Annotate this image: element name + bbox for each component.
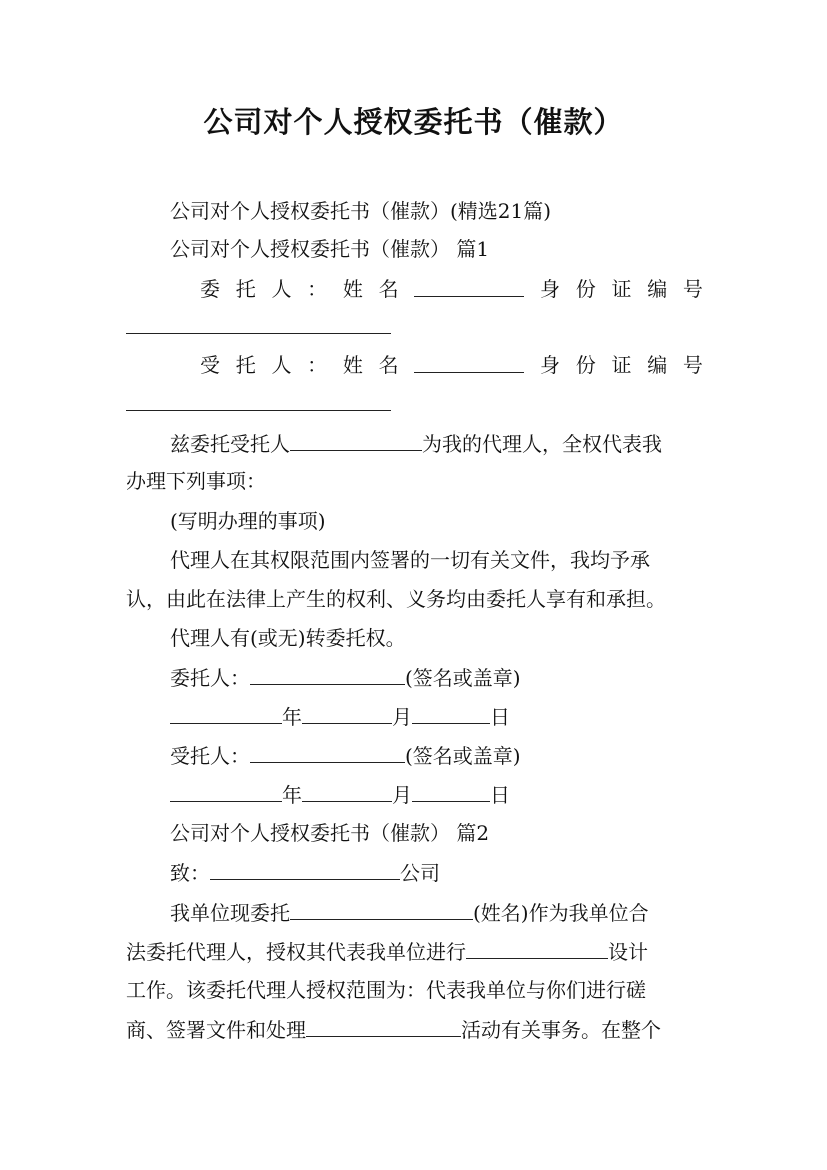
para2: (写明办理的事项) [170, 509, 326, 533]
day-label: 日 [490, 783, 510, 807]
section2-heading: 公司对个人授权委托书（催款） 篇2 [170, 821, 490, 845]
id-char: 编 [647, 277, 668, 301]
year-blank[interactable] [170, 775, 282, 802]
principal-signature-blank[interactable] [250, 658, 405, 685]
p2-line4 [126, 1010, 703, 1049]
day-blank[interactable] [412, 697, 490, 724]
company-label: 公司 [400, 861, 440, 885]
principal-id-blank[interactable] [126, 333, 391, 334]
year-label: 年 [282, 783, 302, 807]
agent-char: ： [307, 353, 328, 377]
principal-char: ： [307, 277, 328, 301]
principal-char: 姓 [342, 277, 363, 301]
principal-label: 委托人： [170, 666, 250, 690]
id-char: 编 [647, 353, 668, 377]
company-blank[interactable] [210, 853, 400, 880]
intro-line: 公司对个人授权委托书（催款）(精选21篇) [170, 199, 552, 223]
para1-line1 [170, 424, 703, 463]
month-blank[interactable] [302, 697, 392, 724]
id-char: 份 [575, 277, 596, 301]
p2-text-d1: 商、签署文件和处理 [126, 1018, 306, 1042]
month-blank[interactable] [302, 775, 392, 802]
month-label: 月 [392, 783, 412, 807]
agent-char: 人 [271, 353, 292, 377]
principal-char: 委 [200, 277, 220, 301]
para3-line1: 代理人在其权限范围内签署的一切有关文件，我均予承 [170, 548, 650, 572]
project-blank[interactable] [466, 932, 608, 959]
agent-id-blank[interactable] [126, 410, 391, 411]
agent-char: 托 [235, 353, 256, 377]
day-blank[interactable] [412, 775, 490, 802]
p2-line3: 工作。该委托代理人授权范围为：代表我单位与你们进行磋 [126, 978, 646, 1002]
agent-date-line [170, 775, 703, 814]
principal-char: 人 [271, 277, 292, 301]
principal-char: 托 [235, 277, 256, 301]
id-char: 身 [540, 277, 561, 301]
activity-blank[interactable] [306, 1010, 461, 1037]
id-char: 证 [611, 277, 632, 301]
p2-text-b2: 设计 [608, 940, 648, 964]
p2-text-b1: 法委托代理人，授权其代表我单位进行 [126, 940, 466, 964]
p2-line1 [170, 893, 703, 932]
agent-char: 姓 [342, 353, 363, 377]
p2-text-a2: (姓名)作为我单位合 [473, 901, 649, 925]
p2-text-a1: 我单位现委托 [170, 901, 290, 925]
agent-name-id-line [200, 346, 703, 384]
para4: 代理人有(或无)转委托权。 [170, 626, 406, 650]
year-label: 年 [282, 705, 302, 729]
para1-line2: 办理下列事项： [126, 469, 266, 493]
principal-name-blank[interactable] [414, 270, 524, 297]
section1-heading: 公司对个人授权委托书（催款） 篇1 [170, 237, 490, 261]
document-title: 公司对个人授权委托书（催款） [203, 105, 624, 139]
id-char: 证 [611, 353, 632, 377]
p2-line2 [126, 932, 703, 971]
p2-text-d2: 活动有关事务。在整个 [461, 1018, 661, 1042]
agent-label: 受托人： [170, 744, 250, 768]
id-char: 份 [575, 353, 596, 377]
id-char: 号 [682, 277, 703, 301]
agent-char: 名 [378, 353, 399, 377]
sign-note: (签名或盖章) [405, 666, 521, 690]
principal-date-line [170, 697, 703, 736]
principal-name-id-line [200, 270, 703, 308]
day-label: 日 [490, 705, 510, 729]
sign-note: (签名或盖章) [405, 744, 521, 768]
para1-text-b: 为我的代理人，全权代表我 [422, 432, 662, 456]
principal-signature-line [170, 658, 703, 697]
to-label: 致： [170, 861, 210, 885]
year-blank[interactable] [170, 697, 282, 724]
agent-char: 受 [200, 353, 220, 377]
to-company-line [170, 853, 703, 892]
name-blank[interactable] [290, 893, 473, 920]
agent-signature-blank[interactable] [250, 736, 405, 763]
para1-text-a: 兹委托受托人 [170, 432, 290, 456]
id-char: 号 [682, 353, 703, 377]
agent-blank[interactable] [290, 424, 422, 451]
principal-char: 名 [378, 277, 399, 301]
id-char: 身 [540, 353, 561, 377]
month-label: 月 [392, 705, 412, 729]
agent-signature-line [170, 736, 703, 775]
agent-name-blank[interactable] [414, 346, 524, 373]
para3-line2: 认，由此在法律上产生的权利、义务均由委托人享有和承担。 [126, 587, 666, 611]
